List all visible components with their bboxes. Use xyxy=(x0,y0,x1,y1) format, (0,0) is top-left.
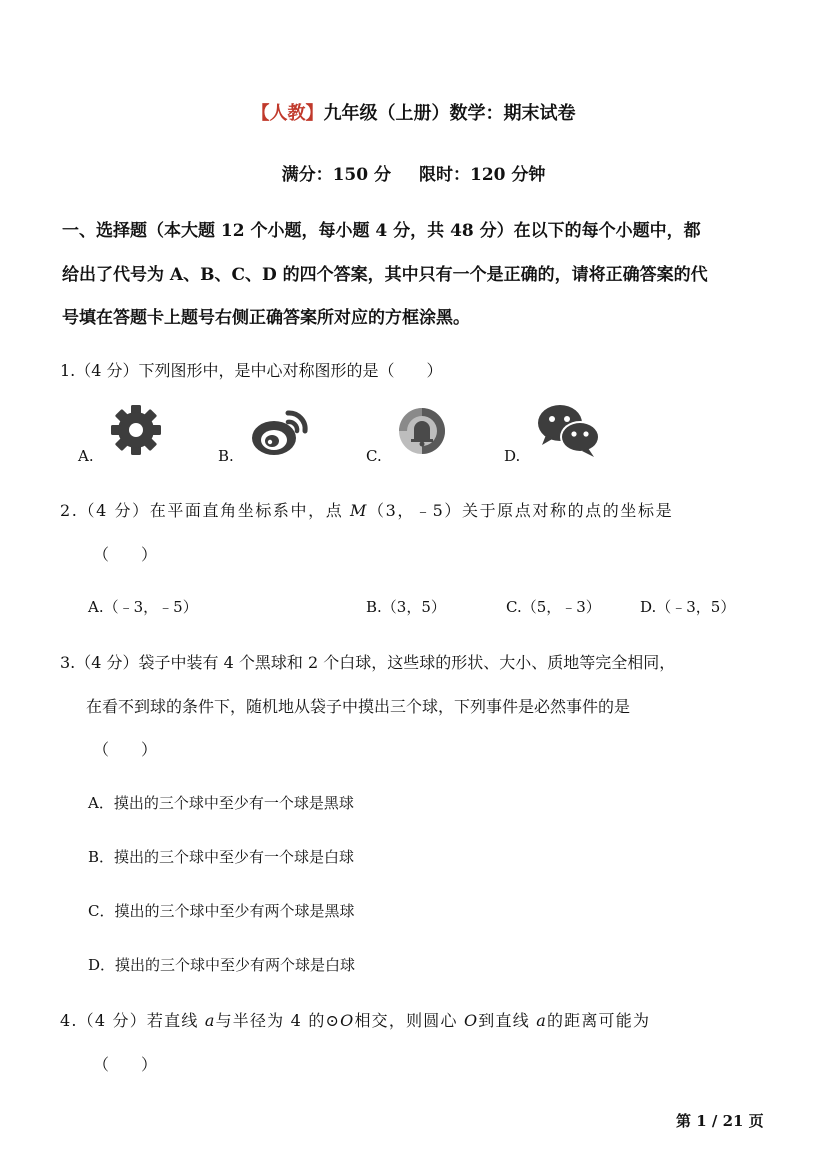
q2-stem-part-1: 2.（4 分）在平面直角坐标系中，点 xyxy=(60,501,351,520)
section-instruction-line-3: 号填在答题卡上题号右侧正确答案所对应的方框涂黑。 xyxy=(62,308,470,328)
q4-stem-part-5: 的距离可能为 xyxy=(546,1011,651,1030)
section-instruction-line-2: 给出了代号为 A、B、C、D 的四个答案，其中只有一个是正确的，请将正确答案的代 xyxy=(62,265,708,285)
wechat-logo-icon xyxy=(536,401,600,459)
full-score: 满分：150 分 xyxy=(281,165,391,185)
q3-option-a[interactable]: A．摸出的三个球中至少有一个球是黑球 xyxy=(88,794,354,812)
question-4-answer-blank: （ ） xyxy=(93,1055,158,1074)
q2-option-d[interactable]: D.（﹣3，5） xyxy=(640,598,736,616)
gear-icon xyxy=(110,403,162,457)
section-instruction-line-1: 一、选择题（本大题 12 个小题，每小题 4 分，共 48 分）在以下的每个小题中，都 xyxy=(62,221,701,241)
q1-option-a-label[interactable]: A. xyxy=(78,447,94,465)
q1-option-d-label[interactable]: D. xyxy=(504,447,521,465)
q2-point-var: M xyxy=(350,501,369,520)
question-4-stem xyxy=(60,1008,650,1031)
question-2-answer-blank: （ ） xyxy=(93,545,158,564)
question-3-stem-line-1: 3.（4 分）袋子中装有 4 个黑球和 2 个白球，这些球的形状、大小、质地等完全相同， xyxy=(60,653,676,672)
q4-stem-part-4: 到直线 xyxy=(478,1011,537,1030)
time-limit: 限时：120 分钟 xyxy=(419,165,546,185)
title-text: 九年级（上册）数学：期末试卷 xyxy=(323,103,576,124)
q4-stem-part-2: 与半径为 4 的⊙ xyxy=(215,1011,341,1030)
q3-option-c[interactable]: C．摸出的三个球中至少有两个球是黑球 xyxy=(88,902,355,920)
question-3-stem-line-2: 在看不到球的条件下，随机地从袋子中摸出三个球，下列事件是必然事件的是 xyxy=(86,697,631,716)
question-3-answer-blank: （ ） xyxy=(93,740,158,759)
q4-line-var-2: a xyxy=(536,1011,547,1030)
q3-option-b[interactable]: B．摸出的三个球中至少有一个球是白球 xyxy=(88,848,355,866)
question-1-stem: 1.（4 分）下列图形中，是中心对称图形的是（ ） xyxy=(60,361,443,380)
brand-tag: 【人教】 xyxy=(251,103,324,124)
exam-info xyxy=(0,160,827,185)
q3-option-d[interactable]: D．摸出的三个球中至少有两个球是白球 xyxy=(88,956,356,974)
q2-stem-part-2: （3，﹣5）关于原点对称的点的坐标是 xyxy=(368,501,674,520)
q4-line-var: a xyxy=(204,1011,216,1030)
bell-logo-icon xyxy=(396,403,448,459)
question-2-stem xyxy=(60,498,673,521)
q2-option-c[interactable]: C.（5，﹣3） xyxy=(506,598,601,616)
q2-option-a[interactable]: A.（﹣3，﹣5） xyxy=(88,598,198,616)
q4-stem-part-1: 4.（4 分）若直线 xyxy=(60,1011,205,1030)
q4-stem-part-3: 相交，则圆心 xyxy=(354,1011,464,1030)
q4-center-var: O xyxy=(463,1011,479,1030)
q1-option-b-label[interactable]: B. xyxy=(218,447,234,465)
q2-option-b[interactable]: B.（3，5） xyxy=(366,598,446,616)
q4-circle-var: O xyxy=(340,1011,355,1030)
weibo-logo-icon xyxy=(250,405,310,459)
page-title xyxy=(0,99,827,125)
q1-option-c-label[interactable]: C. xyxy=(366,447,382,465)
page-number: 第 1 / 21 页 xyxy=(676,1112,764,1130)
